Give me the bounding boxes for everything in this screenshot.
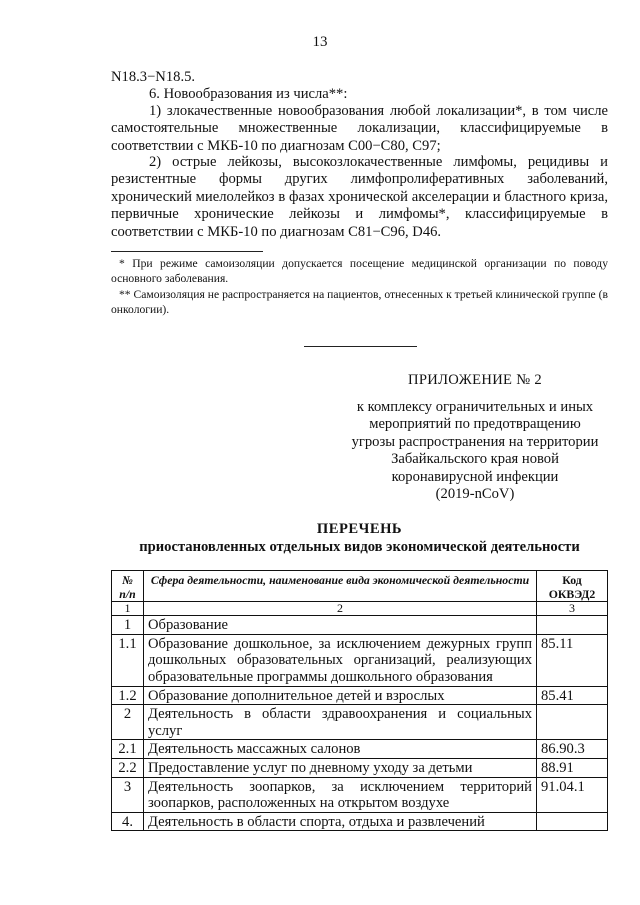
table-row [112,740,608,759]
header-code: Код ОКВЭД2 [537,571,608,602]
row-code [537,616,608,635]
appendix-subtitle [340,399,610,503]
row-activity: Деятельность в области здравоохранения и социальных услуг [144,705,537,740]
row-number: 2.2 [112,758,144,777]
list-subtitle: приостановленных отдельных видов экономической деятельности [139,539,580,555]
row-number: 1.1 [112,634,144,686]
table-row [112,812,608,831]
row-activity: Образование дополнительное детей и взрослых [144,686,537,705]
table-row [112,634,608,686]
row-code: 86.90.3 [537,740,608,759]
row-number: 1 [112,616,144,635]
item-6-2-paragraph [111,154,608,241]
row-activity: Деятельность массажных салонов [144,740,537,759]
row-code [537,705,608,740]
row-number: 2 [112,705,144,740]
row-number: 1.2 [112,686,144,705]
column-index: 1 [112,602,144,616]
row-activity: Предоставление услуг по дневному уходу за детьми [144,758,537,777]
activity-table [111,570,608,831]
row-activity: Деятельность зоопарков, за исключением территорий зоопарков, расположенных на открытом воздухе [144,777,537,812]
appendix-line: (2019-nCoV) [435,486,515,503]
column-index-row [112,602,608,616]
header-activity: Сфера деятельности, наименование вида экономической деятельности [144,571,537,602]
column-index: 2 [144,602,537,616]
header-number: № п/п [112,571,144,602]
appendix-title: ПРИЛОЖЕНИЕ № 2 [408,372,542,388]
row-number: 2.1 [112,740,144,759]
appendix-line: мероприятий по предотвращению [369,416,581,433]
footnote-separator [111,251,263,252]
item-6-1-text: 1) злокачественные новообразования любой локализации*, в том числе самостоятельные множественные локализации, классифицируемые в соответствии с МКБ-10 по диагнозам C00−C80, C97; [111,103,608,154]
appendix-line: коронавирусной инфекции [391,468,559,485]
footnote-2: ** Самоизоляция не распространяется на пациентов, отнесенных к третьей клинической группе (в онкологии). [111,287,608,317]
row-code: 88.91 [537,758,608,777]
row-number: 3 [112,777,144,812]
list-title: ПЕРЕЧЕНЬ [316,521,403,537]
row-activity: Образование дошкольное, за исключением дежурных групп дошкольных образовательных организаций, реализующих образовательные программы дошкольного образования [144,634,537,686]
table-row [112,777,608,812]
row-code: 91.04.1 [537,777,608,812]
row-code: 85.11 [537,634,608,686]
item-6-1-paragraph [111,103,608,155]
appendix-line: Забайкальского края новой [391,451,559,468]
footnote-1: * При режиме самоизоляции допускается посещение медицинской организации по поводу основного заболевания. [111,257,608,286]
table-row [112,616,608,635]
page-number: 13 [312,34,328,50]
row-code: 85.41 [537,686,608,705]
item-6-2-text: 2) острые лейкозы, высокозлокачественные лимфомы, рецидивы и резистентные формы других лимфопролиферативных заболеваний, хронический миелолейкоз в фазах хронической акселерации и бластного криза, первичные хронические лейкозы и лимфомы*, классифицируемые в соответствии с МКБ-10 по диагнозам C81−C96, D46. [111,154,608,240]
row-code [537,812,608,831]
row-number: 4. [112,812,144,831]
section-divider [304,346,417,347]
appendix-line: угрозы распространения на территории [351,433,599,450]
column-index: 3 [537,602,608,616]
item-6-heading: 6. Новообразования из числа**: [149,86,348,102]
row-activity: Деятельность в области спорта, отдыха и развлечений [144,812,537,831]
footnotes [111,256,608,318]
table-row [112,686,608,705]
table-row [112,705,608,740]
appendix-line: к комплексу ограничительных и иных [356,399,594,415]
row-activity: Образование [144,616,537,635]
diagnosis-range-line: N18.3−N18.5. [111,69,196,85]
table-row [112,758,608,777]
table-header-row [112,571,608,602]
